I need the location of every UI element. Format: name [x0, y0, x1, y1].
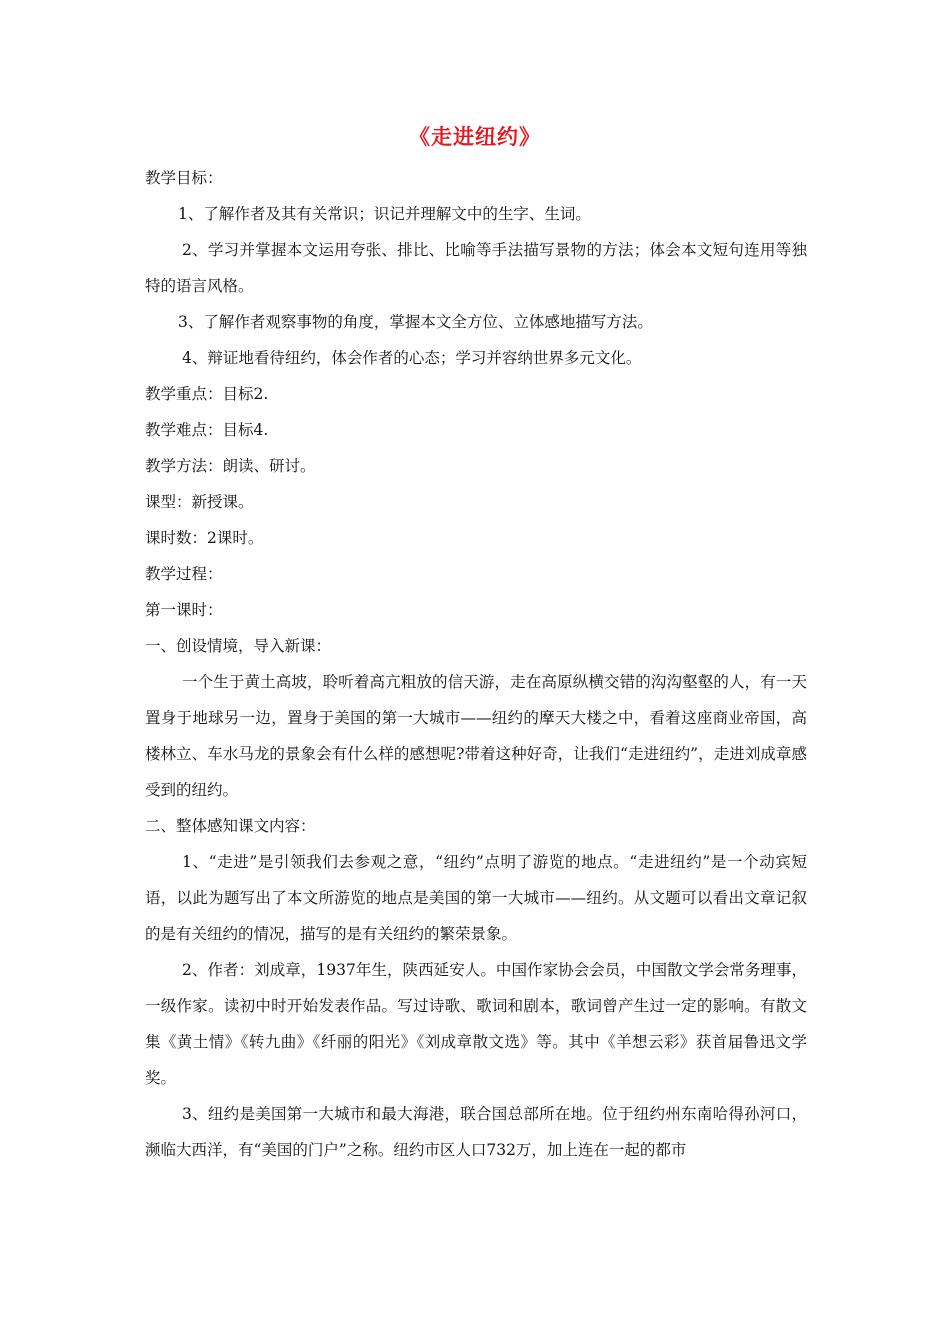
- part-one-heading: 一、创设情境，导入新课：: [145, 637, 332, 655]
- document-title: 《走进纽约》: [409, 124, 541, 149]
- lesson-type: 课型：新授课。: [145, 493, 254, 511]
- part-two-heading: 二、整体感知课文内容：: [145, 817, 316, 835]
- difficult-point: 教学难点：目标4.: [145, 421, 269, 439]
- key-point: 教学重点：目标2.: [145, 385, 269, 403]
- process-heading: 教学过程：: [145, 565, 223, 583]
- objective-4: 4、辩证地看待纽约，体会作者的心态；学习并容纳世界多元文化。: [182, 349, 642, 367]
- objective-1: 1、了解作者及其有关常识；识记并理解文中的生字、生词。: [178, 205, 591, 223]
- teaching-method: 教学方法：朗读、研讨。: [145, 457, 316, 475]
- part-two-item-3: 3、纽约是美国第一大城市和最大海港，联合国总部所在地。位于纽约州东南哈得孙河口，濒临大西洋，有“美国的门户”之称。纽约市区人口732万，加上连在一起的都市: [145, 1105, 807, 1159]
- first-lesson-heading: 第一课时：: [145, 601, 223, 619]
- part-one-paragraph: 一个生于黄土高坡，聆听着高亢粗放的信天游，走在高原纵横交错的沟沟壑壑的人，有一天置身于地球另一边，置身于美国的第一大城市——纽约的摩天大楼之中，看着这座商业帝国，高楼林立、车水马龙的景象会有什么样的感想呢?带着这种好奇，让我们“走进纽约”，走进刘成章感受到的纽约。: [145, 673, 807, 799]
- part-two-item-1: 1、“走进”是引领我们去参观之意，“纽约”点明了游览的地点。“走进纽约”是一个动宾短语，以此为题写出了本文所游览的地点是美国的第一大城市——纽约。从文题可以看出文章记叙的是有关纽约的情况，描写的是有关纽约的繁荣景象。: [145, 853, 807, 943]
- objective-3: 3、了解作者观察事物的角度，掌握本文全方位、立体感地描写方法。: [178, 313, 653, 331]
- lesson-hours: 课时数：2课时。: [145, 529, 264, 547]
- objective-2: 2、学习并掌握本文运用夸张、排比、比喻等手法描写景物的方法；体会本文短句连用等独特的语言风格。: [145, 241, 807, 295]
- document-body: [145, 160, 807, 1168]
- part-two-item-2: 2、作者：刘成章，1937年生，陕西延安人。中国作家协会会员，中国散文学会常务理事，一级作家。读初中时开始发表作品。写过诗歌、歌词和剧本，歌词曾产生过一定的影响。有散文集《黄土情》《转九曲》《纤丽的阳光》《刘成章散文选》等。其中《羊想云彩》获首届鲁迅文学奖。: [145, 961, 807, 1087]
- objectives-heading: 教学目标：: [145, 169, 223, 187]
